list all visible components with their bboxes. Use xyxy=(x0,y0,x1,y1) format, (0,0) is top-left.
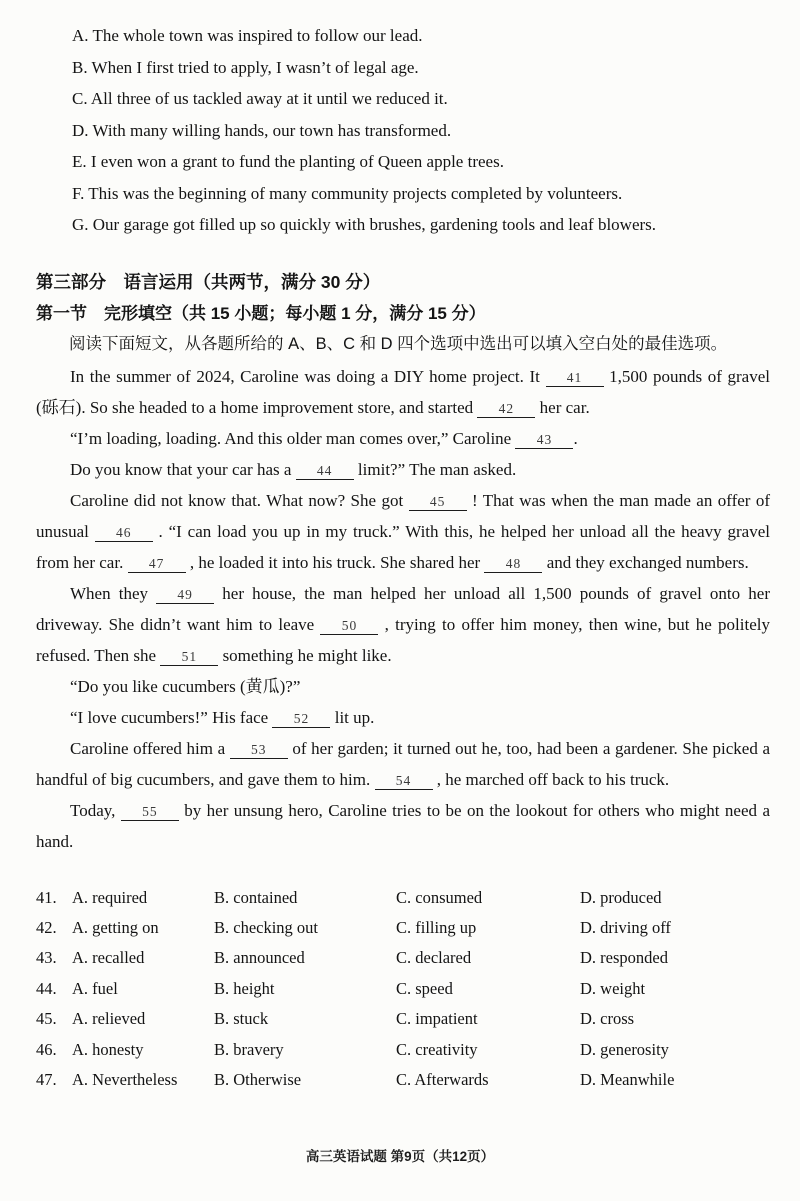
passage-paragraph: Today, 55 by her unsung hero, Caroline tries to be on the lookout for others who might need a hand. xyxy=(36,800,770,851)
question-option: C. impatient xyxy=(396,1009,478,1029)
passage-paragraph: Caroline did not know that. What now? She got 45 ! That was when the man made an offer of unusual 46 . “I can load you up in my truck.” With this, he helped her unload all the heavy gravel from her car. 47 , he loaded it into his truck. She shared her 48 and they exchanged numbers. xyxy=(36,490,770,572)
part3-heading: 第三部分 语言运用（共两节，满分 30 分） xyxy=(36,271,381,292)
cloze-blank-42: 42 xyxy=(477,401,535,418)
cloze-passage xyxy=(36,361,770,857)
question-option: C. consumed xyxy=(396,887,483,907)
question-option: B. announced xyxy=(214,948,305,968)
question-option: A. relieved xyxy=(72,1009,146,1029)
answer-option: D. With many willing hands, our town has transformed. xyxy=(72,120,452,140)
cloze-blank-44: 44 xyxy=(296,463,354,480)
cloze-blank-55: 55 xyxy=(121,804,179,821)
cloze-question-row xyxy=(36,1065,770,1095)
question-option: A. getting on xyxy=(72,917,159,937)
question-option: C. Afterwards xyxy=(396,1069,489,1089)
cloze-question-row xyxy=(36,883,770,913)
cloze-question-row xyxy=(36,943,770,973)
question-option: D. Meanwhile xyxy=(580,1069,675,1089)
answer-option: B. When I first tried to apply, I wasn’t of legal age. xyxy=(72,57,419,77)
cloze-blank-45: 45 xyxy=(409,494,467,511)
answer-option: E. I even won a grant to fund the planting of Queen apple trees. xyxy=(72,152,504,171)
passage-paragraph: Do you know that your car has a 44 limit?” The man asked. xyxy=(70,459,517,479)
answer-option: A. The whole town was inspired to follow our lead. xyxy=(72,26,423,45)
cloze-question-row xyxy=(36,913,770,943)
cloze-question-row xyxy=(36,1004,770,1034)
answer-option: C. All three of us tackled away at it until we reduced it. xyxy=(72,89,448,108)
question-number: 42. xyxy=(36,917,57,937)
question-option: A. recalled xyxy=(72,948,145,968)
question-option: B. stuck xyxy=(214,1009,269,1029)
section1-heading: 第一节 完形填空（共 15 小题；每小题 1 分，满分 15 分） xyxy=(36,303,486,323)
answer-option: F. This was the beginning of many community projects completed by volunteers. xyxy=(72,183,623,203)
question-option: B. bravery xyxy=(214,1039,284,1059)
question-option: D. produced xyxy=(580,887,662,907)
answer-option: G. Our garage got filled up so quickly with brushes, gardening tools and leaf blowers. xyxy=(72,215,657,234)
cloze-question-row xyxy=(36,1035,770,1065)
cloze-blank-41: 41 xyxy=(546,370,604,387)
question-option: A. honesty xyxy=(72,1039,144,1059)
passage-paragraph: In the summer of 2024, Caroline was doing a DIY home project. It 41 1,500 pounds of gravel (砾石). So she headed to a home improvement store, and started 42 her car. xyxy=(36,366,770,417)
cloze-blank-51: 51 xyxy=(160,649,218,666)
passage-paragraph: “I’m loading, loading. And this older man comes over,” Caroline 43 . xyxy=(70,428,578,448)
question-option: C. declared xyxy=(396,948,472,968)
cloze-blank-50: 50 xyxy=(320,618,378,635)
question-option: C. speed xyxy=(396,978,453,998)
cloze-blank-52: 52 xyxy=(272,711,330,728)
question-option: B. contained xyxy=(214,887,298,907)
passage-paragraph: “I love cucumbers!” His face 52 lit up. xyxy=(70,707,375,727)
question-option: D. generosity xyxy=(580,1039,669,1059)
question-option: A. required xyxy=(72,887,148,907)
question-number: 46. xyxy=(36,1039,57,1059)
cloze-question-row xyxy=(36,974,770,1004)
passage-paragraph: Caroline offered him a 53 of her garden; it turned out he, too, had been a gardener. She picked a handful of big cucumbers, and gave them to him. 54 , he marched off back to his truck. xyxy=(36,738,771,789)
question-option: B. checking out xyxy=(214,917,319,937)
question-option: B. Otherwise xyxy=(214,1069,302,1089)
question-option: D. responded xyxy=(580,948,668,968)
question-option: B. height xyxy=(214,978,275,998)
cloze-blank-46: 46 xyxy=(95,525,153,542)
page-footer: 高三英语试题 第9页（共12页） xyxy=(305,1149,495,1164)
cloze-blank-43: 43 xyxy=(515,432,573,449)
question-number: 44. xyxy=(36,978,57,998)
answer-options-list xyxy=(36,20,770,241)
question-option: C. filling up xyxy=(396,917,477,937)
question-number: 45. xyxy=(36,1009,57,1029)
passage-paragraph: When they 49 her house, the man helped her unload all 1,500 pounds of gravel onto her driveway. She didn’t want him to leave 50 , trying to offer him money, then wine, but he politely refused. Then she 51 something he might like. xyxy=(36,583,771,665)
question-number: 41. xyxy=(36,887,57,907)
cloze-blank-53: 53 xyxy=(230,742,288,759)
cloze-blank-48: 48 xyxy=(484,556,542,573)
question-option: D. cross xyxy=(580,1009,635,1029)
cloze-blank-54: 54 xyxy=(375,773,433,790)
question-option: D. driving off xyxy=(580,917,671,937)
question-number: 43. xyxy=(36,948,57,968)
question-option: A. fuel xyxy=(72,978,118,998)
cloze-blank-47: 47 xyxy=(128,556,186,573)
cloze-instructions: 阅读下面短文，从各题所给的 A、B、C 和 D 四个选项中选出可以填入空白处的最佳选项。 xyxy=(69,334,728,353)
question-option: D. weight xyxy=(580,978,646,998)
cloze-options-table xyxy=(36,883,770,1096)
passage-paragraph: “Do you like cucumbers (黄瓜)?” xyxy=(70,676,301,696)
cloze-blank-49: 49 xyxy=(156,587,214,604)
question-option: C. creativity xyxy=(396,1039,478,1059)
question-option: A. Nevertheless xyxy=(72,1069,178,1089)
question-number: 47. xyxy=(36,1069,57,1089)
